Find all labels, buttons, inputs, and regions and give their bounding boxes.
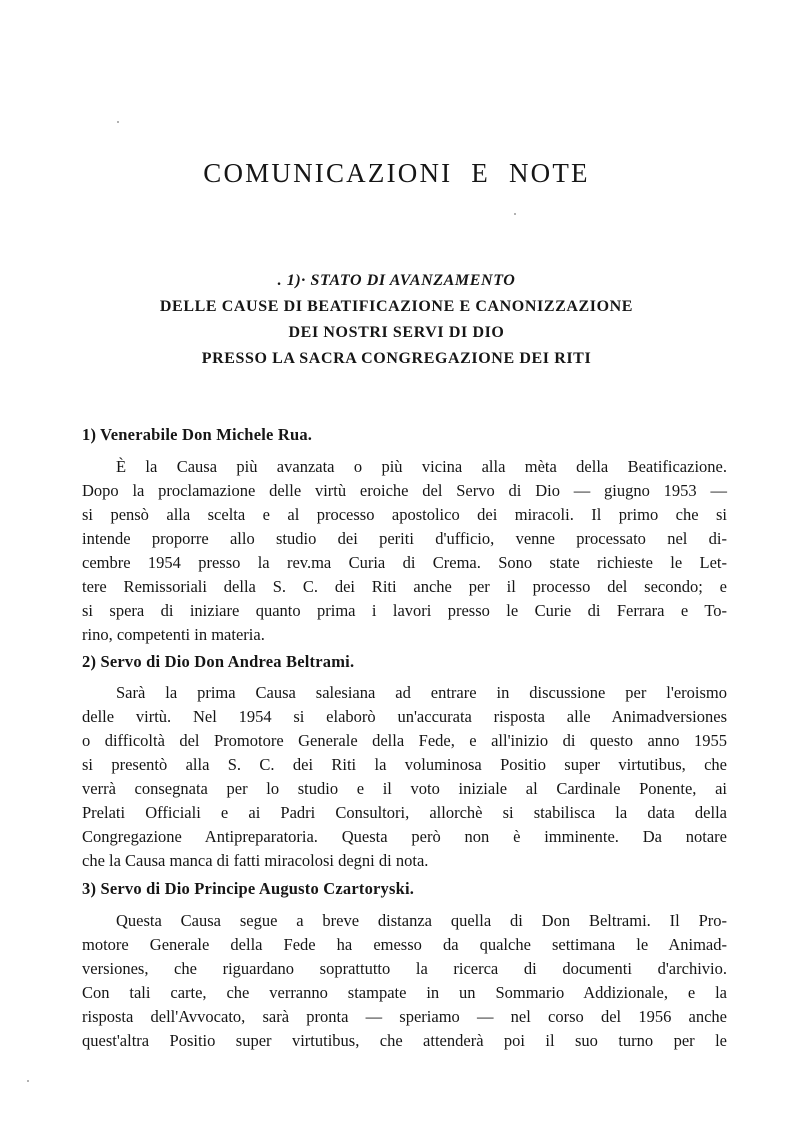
text-line: che la Causa manca di fatti miracolosi degni di nota. <box>82 851 429 870</box>
scan-speck <box>514 213 516 215</box>
article-heading <box>60 268 733 372</box>
section-paragraph <box>82 455 727 647</box>
text-line: versiones, che riguardano soprattutto la ricerca di documenti d'archivio. <box>82 959 727 978</box>
text-line: si presentò alla S. C. dei Riti la voluminosa Positio super virtutibus, che <box>82 755 727 774</box>
section-title: 2) Servo di Dio Don Andrea Beltrami. <box>82 652 355 671</box>
text-line: Prelati Officiali e ai Padri Consultori, allorchè si stabilisca la data della <box>82 803 727 822</box>
text-line: verrà consegnata per lo studio e il voto iniziale al Cardinale Ponente, ai <box>82 779 727 798</box>
scan-speck <box>117 121 119 123</box>
text-line: Dopo la proclamazione delle virtù eroiche del Servo di Dio — giugno 1953 — <box>82 481 727 500</box>
text-line: o difficoltà del Promotore Generale della Fede, e all'inizio di questo anno 1955 <box>82 731 727 750</box>
section-title: 3) Servo di Dio Principe Augusto Czartoryski. <box>82 879 415 898</box>
text-line: si pensò alla scelta e al processo apostolico dei miracoli. Il primo che si <box>82 505 727 524</box>
text-line: È la Causa più avanzata o più vicina alla mèta della Beatificazione. <box>116 457 727 476</box>
section-paragraph <box>82 909 727 1053</box>
text-line: Con tali carte, che verranno stampate in un Sommario Addizionale, e la <box>82 983 727 1002</box>
heading-line: DELLE CAUSE DI BEATIFICAZIONE E CANONIZZAZIONE <box>159 298 634 315</box>
section-paragraph <box>82 681 727 873</box>
text-line: rino, competenti in materia. <box>82 625 265 644</box>
text-line: Sarà la prima Causa salesiana ad entrare in discussione per l'eroismo <box>116 683 727 702</box>
text-line: si spera di iniziare quanto prima i lavori presso le Curie di Ferrara e To- <box>82 601 727 620</box>
heading-line: . 1)· STATO DI AVANZAMENTO <box>277 272 516 289</box>
text-line: cembre 1954 presso la rev.ma Curia di Crema. Sono state richieste le Let- <box>82 553 727 572</box>
text-line: intende proporre allo studio dei periti d'ufficio, venne processato nel di- <box>82 529 727 548</box>
heading-line: PRESSO LA SACRA CONGREGAZIONE DEI RITI <box>201 350 592 367</box>
text-line: Congregazione Antipreparatoria. Questa però non è imminente. Da notare <box>82 827 727 846</box>
text-line: tere Remissoriali della S. C. dei Riti anche per il processo del secondo; e <box>82 577 727 596</box>
text-line: motore Generale della Fede ha emesso da qualche settimana le Animad- <box>82 935 727 954</box>
scan-speck <box>27 1080 29 1082</box>
section-title: 1) Venerabile Don Michele Rua. <box>82 425 313 444</box>
text-line: risposta dell'Avvocato, sarà pronta — speriamo — nel corso del 1956 anche <box>82 1007 727 1026</box>
text-line: Questa Causa segue a breve distanza quella di Don Beltrami. Il Pro- <box>116 911 727 930</box>
text-line: delle virtù. Nel 1954 si elaborò un'accurata risposta alle Animadversiones <box>82 707 727 726</box>
page-title: COMUNICAZIONI E NOTE <box>203 158 590 188</box>
text-line: quest'altra Positio super virtutibus, che attenderà poi il suo turno per le <box>82 1031 727 1050</box>
heading-line: DEI NOSTRI SERVI DI DIO <box>288 324 505 341</box>
